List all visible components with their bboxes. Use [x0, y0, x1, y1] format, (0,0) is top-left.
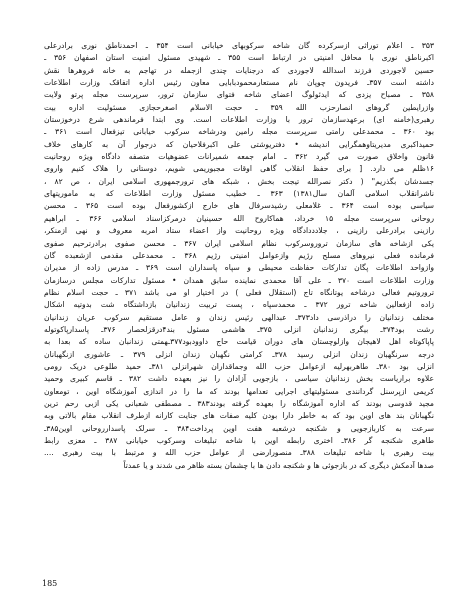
text-line: رهبری(خامنه ای) برعهدسازمان ترور با وزارت اطلاعات است. وی ابتدا فرماندهی شرع درخوزستان — [44, 115, 434, 125]
text-line: درجه سرنگهبان زندان انزلی رسید ۳۷۸ـ کرامتی نگهبان زندان انزلی ۳۷۹ ـ عاشوری ازنگهبانان — [44, 349, 434, 359]
text-line: حسین لاجوردی فرزند اسدالله لاجوردی که درجنایات چندی ازجمله در تهاجم به خانه فروهرها نقش — [44, 65, 434, 75]
text-line: زاده ازفعالین شاخه ترور ۳۷۲ ـ محمدسپاه ، پست تربیت زندانیان بازداشتگاه شت بدوتیه اشکال — [44, 300, 434, 310]
text-line: کریمی ازپرسنل گردانندی مسئولیتهای اجرایی تعدامها بودند که ما را در اندازی آموزشگاه اوین ، تومعاون — [44, 386, 434, 396]
text-line: داشته است ۳۵۷ـ فریدون چوپان نام مستعارمحمودبابایی معاون رئیس اداره اتفاقک وزارت اطلاعات — [44, 78, 434, 88]
text-line: رازینی برادرعلی رازینی ، جلادددادگاه ویژه روحانیت واز اعضاء ستاد امربه معروف و نهی ازمنکر، — [44, 226, 434, 236]
text-line: مختلف زندانیان را دراذرسی داد۳۷۳ـ عبدالهی رئیس زندان و عامل مستقیم سرکوب عریان زندانیان — [44, 312, 434, 322]
text-line: سیاسی بوده است ۳۶۴ ـ غلامعلی رشیدسرفال های خارج ازکشورفعال بوده است ۳۶۵ ـ محسن — [44, 201, 434, 211]
text-line: روحانی سرپرست مجله ۱۵ خرداد، هماکاروح الله حسینیان درمرکزاسناد اسلامی ۳۶۶ ـ ابراهیم — [44, 213, 434, 223]
text-line: سرعت به کاربازجویی و شکنجه درشعبه هفت اوین پرداخت۳۸۴ ـ سرلک پاسدارروحانی اوین۳۸۵ـ — [44, 423, 434, 433]
text-line: اکبرناطق نوری با محافل امنیتی در ارتباط است ۳۵۵ ـ شهیدی مسئول امنیت استان اصفهان ۳۵۶ ـ — [44, 53, 434, 63]
text-line: مجید قدوسی بودند که اداره آموزشگاه را بعهده گرفته بودند۳۸۳ ـ مصطفی شعبانی یکی ازبی رحم ترین — [44, 398, 434, 408]
text-line: جسدشان بگذریم" ( دکتر نصرالله تیجت بخش ، شبکه های ترورجمهوری اسلامی ایران ، ص ۸۲ ، — [44, 176, 434, 186]
text-line: وزارت اطلاعات است ۳۷۰ ـ علی آقا محمدی نماینده سابق همدان • مسئول تدارکات مجلس درسازمان — [44, 275, 434, 285]
text-line: انزلی بود ۳۸۰ـ طاهربهرلیه ازعوامل حزب الله وجماقداران شهرانزلی ۳۸۱ـ حمید طلوعی دریک رومی — [44, 361, 434, 371]
text-line: پاپاکوتاه اهل لاهیجان وازلوچستان های دوران قیامت حاج داوودبود۳۷۷ـهمتی زندانبان ساده که بعدا به — [44, 337, 434, 347]
text-line: وازواحد اطلاعات پگان تدارکات حفاظت محیطی و سپاه پاسداران است ۳۶۹ ـ مدرس زاده از مدیران — [44, 263, 434, 273]
text-line: بود ۳۶۰ ـ محمدعلی رامتی سرپرست مجله رامین ودرشاخه سرکوب خیابانی تیزفعال است ۳۶۱ ـ — [44, 127, 434, 137]
text-line: طاهری شکنجه گر ۳۸۶ـ اختری رابطه اوین با شاخه تبلیغات وسرکوب خیابانی ۳۸۷ ـ معزی رابط — [44, 436, 434, 445]
text-line: وازرایطین گروهای انصارحزب الله ۳۵۹ ـ حجت الاسلام اصغرحجازی مسئولیت اداره بیت — [44, 102, 434, 112]
text-line: نگهبانان بند های اوین بود که به خاطر دارا بودن کلیه صفات های جنایت کارانه ازطرف انقلاب مقام بالاتی وبه — [44, 411, 434, 421]
text-line: قانون واخلاق صورت می گیرد ۳۶۲ ـ امام جمعه شمیرانات عضوهیات متصفه دادگاه ویژه روحانیت — [44, 152, 434, 162]
text-line: حمیداکبری مدیریتاوهمگرایی اندیشه • دفتریوشتی علی اکبرفلاحیان که درجوار آن به کارهای خلاف — [44, 139, 434, 149]
text-line: ناشرانقلاب اسلامی آلمان سال۱۳۸۱) ۳۶۳ ـ خطیب مسئول وزارت اطلاعات که به ماموریتهای — [44, 189, 434, 199]
text-line: علاوه براریاست بخش زندانیان سیاسی ، بازجویی آزادان را نیز بعهده داشت ۳۸۲ ـ قاسم کبیری وحمید — [44, 374, 434, 384]
text-line: رشت بود۳۷۴ـ بیگری زندانبان انزلی ۳۷۵ـ هاشمی مسئول بند۴درقزلحصار ۳۷۶ـ پاسدارپاکوتوله — [44, 324, 434, 334]
text-line: ۳۵۸ ـ مصباح یزدی که ایدئولوگ اعضای شاخه فتوای سازمان ترور، سرپرست مجله پرتو ولایت — [44, 90, 434, 100]
text-line: صدها آدمکش دیگری که در بازجوئی ها و شکنجه دادن ها با چشمان بسته ظاهر می شدند و یا عمدتاً — [123, 460, 434, 470]
document-body — [44, 40, 434, 472]
page-number: 185 — [42, 579, 58, 588]
text-line: ۳۵۳ ـ اعلام توراثی ازسرکرده گان شاخه سرکوبهای خیابانی است ۳۵۴ ـ احمدناطق نوری برادرعلی — [44, 41, 434, 50]
text-line: فرمانده فعلی نیروهای مسلح رژیم وازعوامل امنیتی رژیم ۳۶۸ ـ محمدعلی مقدمی ازشعبده گان — [44, 250, 434, 260]
text-line: یکی ازشاخه های سازمان تروروسرکوب نظام اسلامی ایران ۳۶۷ ـ محسن صفوی برادرترحیم صفوی — [44, 238, 434, 248]
text-line: بیت رهبری با شاخه تبلیغات ۳۸۸ـ منصورارضی از عوامل حزب الله و مرتبط با بیت رهبری .... — [44, 448, 434, 458]
text-line: ۱۶ظلم می دارد. [ برای حفظ انقلاب گاهی اوقات مجبوریمی شویم، دوستانی را هلاک کنیم واروی — [44, 164, 434, 174]
text-line: تروروتیم فعالی درشاخه یوتانگاه تاج (استقلال فعلی ) در اختیار او می باشد ۳۷۱ ـ حجت اسلام نظام — [44, 287, 434, 297]
